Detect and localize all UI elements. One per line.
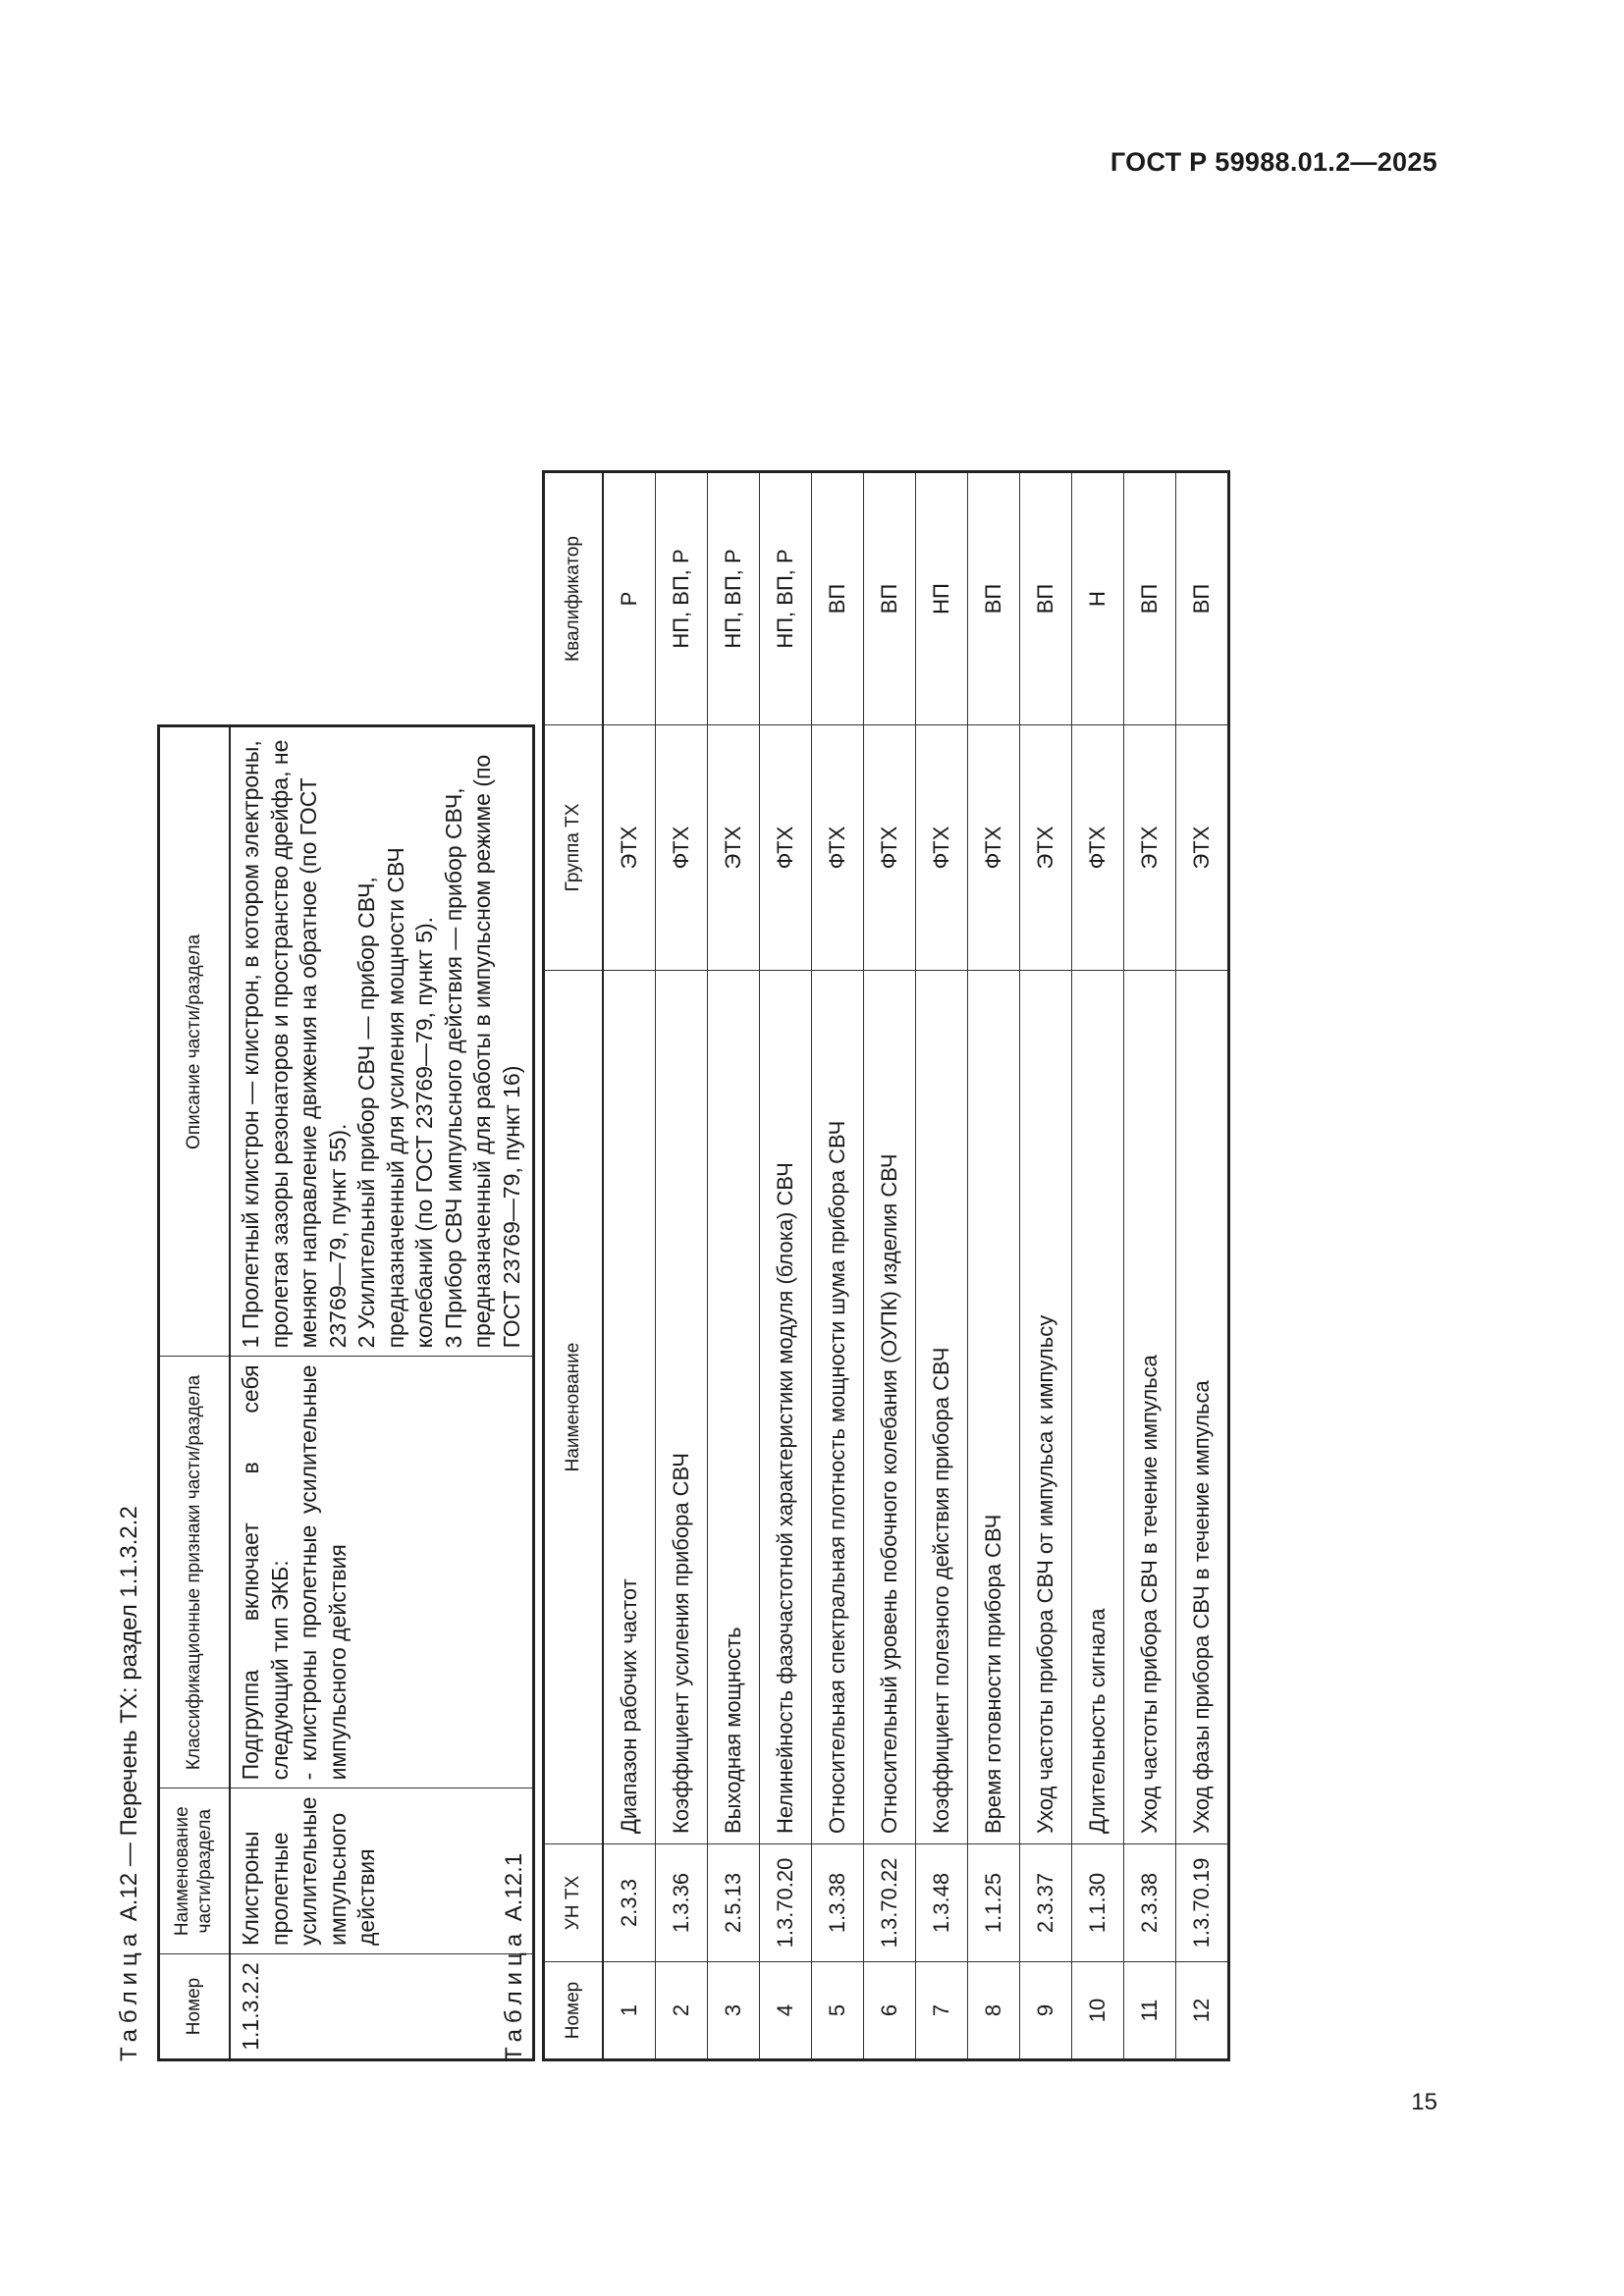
table-body [603, 472, 1229, 2060]
cell-group: ФТХ [968, 725, 1020, 971]
header-number: Номер [159, 1954, 231, 2060]
header-number: Номер [544, 1962, 604, 2060]
header-features: Классификационные признаки части/раздела [159, 1357, 231, 1789]
cell-number: 9 [1020, 1962, 1072, 2060]
cell-group: ЭТХ [1176, 725, 1229, 971]
row-number: 1.1.3.2.2 [230, 1954, 534, 2060]
header-name: Наименование части/раздела [159, 1789, 231, 1954]
cell-number: 12 [1176, 1962, 1229, 2060]
header-code: УН ТХ [544, 1844, 604, 1962]
cell-number: 3 [708, 1962, 760, 2060]
cell-name: Выходная мощность [708, 971, 760, 1844]
cell-group: ФТХ [760, 725, 812, 971]
cell-qualifier: ВП [812, 472, 864, 725]
header-group: Группа ТХ [544, 725, 604, 971]
cell-number: 10 [1072, 1962, 1124, 2060]
table-row [1124, 472, 1176, 2060]
table-row [968, 472, 1020, 2060]
cell-number: 1 [603, 1962, 656, 2060]
cell-qualifier: НП, ВП, Р [656, 472, 708, 725]
table-row [656, 472, 708, 2060]
cell-name: Коэффициент усиления прибора СВЧ [656, 971, 708, 1844]
table-row [812, 472, 864, 2060]
cell-qualifier: ВП [1020, 472, 1072, 725]
cell-code: 1.3.36 [656, 1844, 708, 1962]
row-description: 1 Пролетный клистрон — клистрон, в котором электроны, пролетая зазоры резонаторов и пространство дрейфа, не меняют направление движения на обратное (по ГОСТ 23769—79, пункт 55). 2 Усилительный прибор СВЧ — прибор СВЧ, предназначенный для усиления мощности СВЧ колебаний (по ГОСТ 23769—79, пункт 5). 3 Прибор СВЧ импульсного действия — прибор СВЧ, предназначенный для работы в импульсном режиме (по ГОСТ 23769—79, пункт 16) [230, 726, 534, 1357]
cell-number: 5 [812, 1962, 864, 2060]
table-a12-1-caption: Таблица А.12.1 [501, 1852, 527, 2061]
cell-group: ЭТХ [1124, 725, 1176, 971]
cell-name: Уход частоты прибора СВЧ в течение импульса [1124, 971, 1176, 1844]
cell-name: Относительная спектральная плотность мощности шума прибора СВЧ [812, 971, 864, 1844]
table-header-row [159, 726, 231, 2060]
cell-name: Длительность сигнала [1072, 971, 1124, 1844]
page-number: 15 [1411, 2089, 1437, 2115]
cell-number: 7 [916, 1962, 968, 2060]
table-a12 [157, 724, 535, 2061]
cell-number: 6 [864, 1962, 916, 2060]
header-description: Описание части/раздела [159, 726, 231, 1357]
table-header-row [544, 472, 604, 2060]
cell-qualifier: ВП [1176, 472, 1229, 725]
cell-group: ЭТХ [603, 725, 656, 971]
document-code: ГОСТ Р 59988.01.2—2025 [1110, 147, 1437, 177]
cell-group: ЭТХ [1020, 725, 1072, 971]
cell-qualifier: ВП [1124, 472, 1176, 725]
cell-code: 1.3.70.19 [1176, 1844, 1229, 1962]
cell-name: Время готовности прибора СВЧ [968, 971, 1020, 1844]
header-name: Наименование [544, 971, 604, 1844]
cell-name: Коэффициент полезного действия прибора СВЧ [916, 971, 968, 1844]
table-a12-caption: Таблица А.12 — Перечень ТХ: раздел 1.1.3.2.2 [116, 1506, 142, 2061]
cell-code: 2.3.38 [1124, 1844, 1176, 1962]
table-row [1072, 472, 1124, 2060]
cell-qualifier: ВП [968, 472, 1020, 725]
table-row [708, 472, 760, 2060]
rotated-content [98, 216, 1227, 2061]
cell-number: 4 [760, 1962, 812, 2060]
header-qualifier: Квалификатор [544, 472, 604, 725]
table-row [1176, 472, 1229, 2060]
cell-name: Уход фазы прибора СВЧ в течение импульса [1176, 971, 1229, 1844]
table-row [864, 472, 916, 2060]
cell-number: 8 [968, 1962, 1020, 2060]
cell-group: ЭТХ [708, 725, 760, 971]
cell-code: 1.3.70.20 [760, 1844, 812, 1962]
table-row [760, 472, 812, 2060]
cell-group: ФТХ [1072, 725, 1124, 971]
cell-code: 2.5.13 [708, 1844, 760, 1962]
cell-qualifier: НП, ВП, Р [760, 472, 812, 725]
cell-code: 1.3.70.22 [864, 1844, 916, 1962]
table-a12-1 [542, 470, 1230, 2061]
cell-group: ФТХ [812, 725, 864, 971]
cell-name: Относительный уровень побочного колебания (ОУПК) изделия СВЧ [864, 971, 916, 1844]
cell-code: 1.3.38 [812, 1844, 864, 1962]
cell-group: ФТХ [864, 725, 916, 971]
table-row [603, 472, 656, 2060]
cell-qualifier: НП, ВП, Р [708, 472, 760, 725]
table-row [230, 726, 534, 2060]
row-features: Подгруппа включает в себя следующий тип ЭКБ: - клистроны пролетные усилительные импульсного действия [230, 1357, 534, 1789]
cell-qualifier: Р [603, 472, 656, 725]
cell-qualifier: НП [916, 472, 968, 725]
cell-code: 1.1.30 [1072, 1844, 1124, 1962]
cell-group: ФТХ [916, 725, 968, 971]
cell-code: 1.1.25 [968, 1844, 1020, 1962]
cell-code: 2.3.37 [1020, 1844, 1072, 1962]
cell-code: 2.3.3 [603, 1844, 656, 1962]
table-row [1020, 472, 1072, 2060]
table-row [916, 472, 968, 2060]
cell-group: ФТХ [656, 725, 708, 971]
row-name: Клистроны пролетные усилительные импульсного действия [230, 1789, 534, 1954]
cell-number: 11 [1124, 1962, 1176, 2060]
cell-code: 1.3.48 [916, 1844, 968, 1962]
cell-name: Уход частоты прибора СВЧ от импульса к импульсу [1020, 971, 1072, 1844]
cell-qualifier: Н [1072, 472, 1124, 725]
cell-name: Диапазон рабочих частот [603, 971, 656, 1844]
cell-qualifier: ВП [864, 472, 916, 725]
cell-name: Нелинейность фазочастотной характеристики модуля (блока) СВЧ [760, 971, 812, 1844]
cell-number: 2 [656, 1962, 708, 2060]
